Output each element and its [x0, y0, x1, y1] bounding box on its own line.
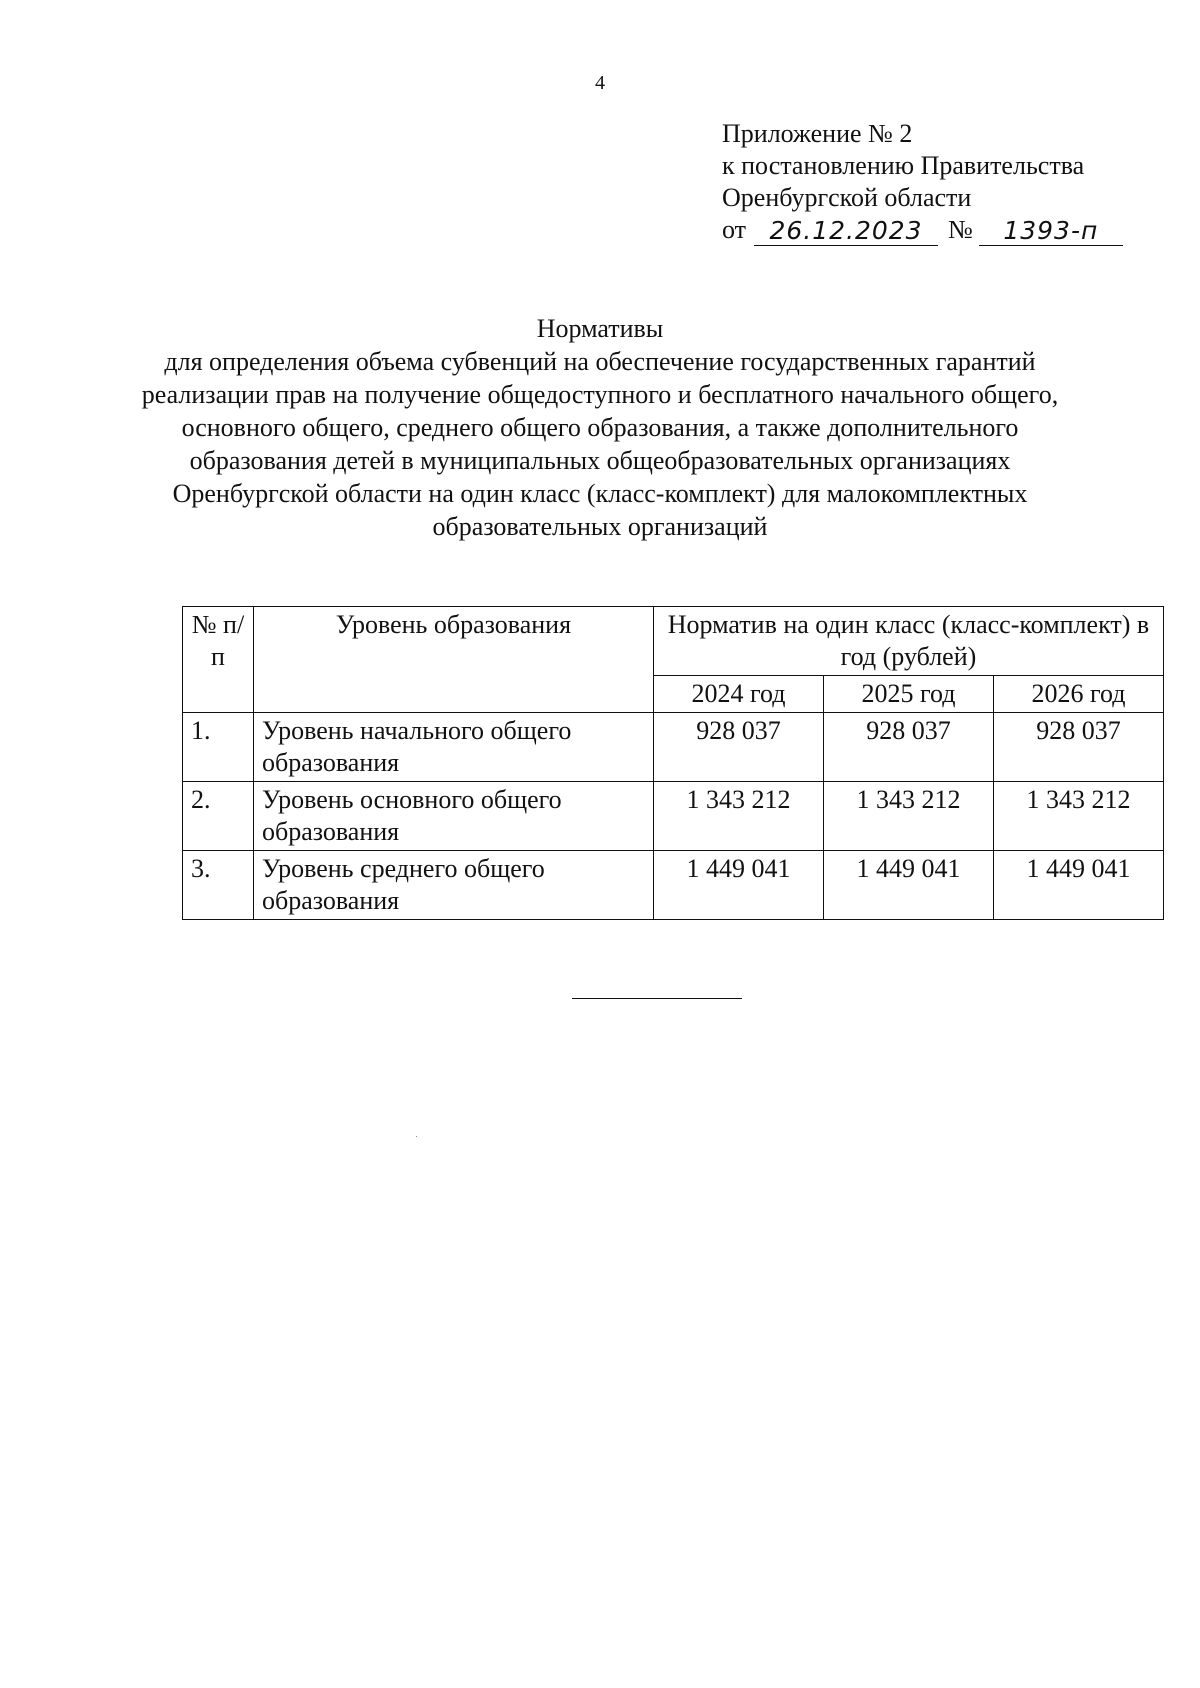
appendix-resolution-line: к постановлению Правительства	[722, 151, 1085, 180]
appendix-title: Приложение № 2	[722, 119, 913, 148]
table-header-row	[183, 607, 1164, 676]
document-title-block	[0, 312, 1200, 543]
table-row	[183, 713, 1164, 782]
table-row	[183, 782, 1164, 851]
appendix-date-line	[722, 214, 1123, 246]
scan-speck	[416, 1136, 417, 1137]
header-norm: Норматив на один класс (класс-комплект) в год (рублей)	[653, 607, 1163, 676]
from-label: от	[722, 215, 747, 244]
appendix-region-line: Оренбургской области	[722, 183, 972, 212]
row-num: 1.	[183, 713, 254, 782]
number-sign: №	[948, 215, 973, 244]
handwritten-date: 26.12.2023	[754, 217, 938, 246]
row-value-2024: 1 343 212	[653, 782, 823, 851]
appendix-block	[722, 118, 1123, 246]
header-year-2025: 2025 год	[823, 676, 993, 713]
row-value-2025: 928 037	[823, 713, 993, 782]
row-value-2024: 928 037	[653, 713, 823, 782]
header-level: Уровень образования	[253, 607, 653, 713]
norms-table	[182, 606, 1164, 920]
row-value-2026: 1 449 041	[993, 851, 1163, 920]
document-subtitle: для определения объема субвенций на обеспечение государственных гарантий реализации прав на получение общедоступного и бесплатного начального общего, основного общего, среднего общего образования, а также дополнительного образования детей в муниципальных общеобразовательных организациях Оренбургской области на один класс (класс-комплект) для малокомплектных образовательных организаций	[141, 347, 1059, 541]
row-value-2025: 1 343 212	[823, 782, 993, 851]
row-value-2026: 1 343 212	[993, 782, 1163, 851]
row-num: 2.	[183, 782, 254, 851]
row-value-2025: 1 449 041	[823, 851, 993, 920]
row-num: 3.	[183, 851, 254, 920]
end-rule-divider	[572, 998, 742, 999]
header-year-2024: 2024 год	[653, 676, 823, 713]
handwritten-number: 1393-п	[979, 217, 1123, 246]
page-number: 4	[595, 72, 605, 94]
row-level: Уровень основного общего образования	[253, 782, 653, 851]
header-year-2026: 2026 год	[993, 676, 1163, 713]
row-level: Уровень среднего общего образования	[253, 851, 653, 920]
table-row	[183, 851, 1164, 920]
row-value-2024: 1 449 041	[653, 851, 823, 920]
row-level: Уровень начального общего образования	[253, 713, 653, 782]
header-num: № п/п	[183, 607, 254, 713]
document-heading: Нормативы	[536, 314, 664, 343]
row-value-2026: 928 037	[993, 713, 1163, 782]
